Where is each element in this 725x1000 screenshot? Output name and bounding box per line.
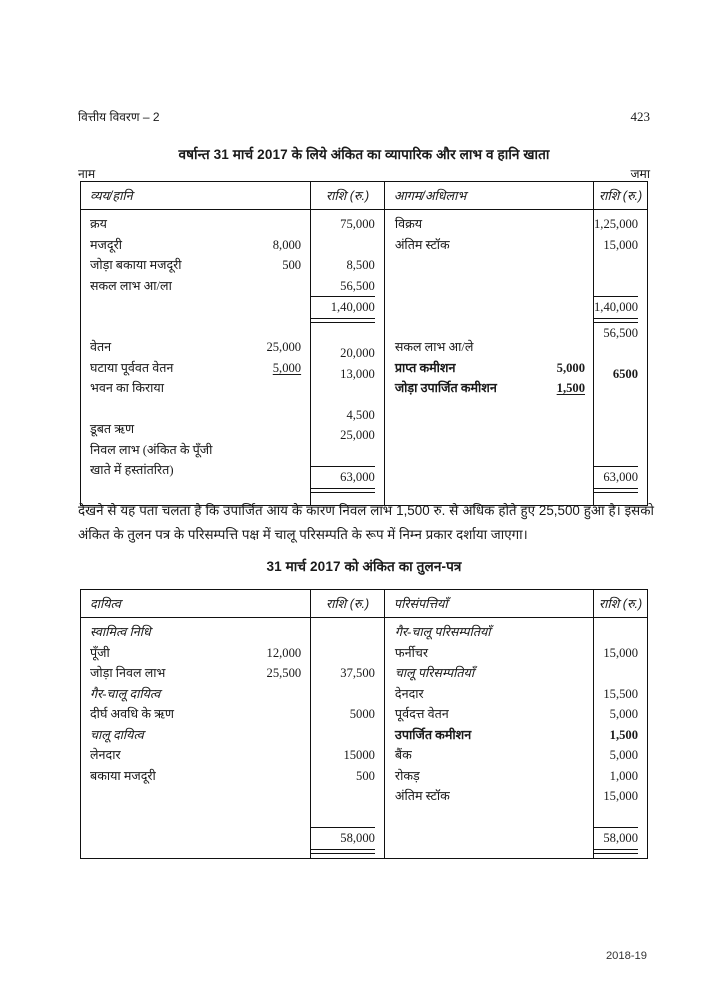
asset-inner-amount [538, 622, 585, 643]
asset-amount: 1,000 [609, 768, 638, 783]
credit-amount-cell [593, 210, 647, 505]
debit-item-amount [311, 446, 375, 467]
credit-item-amount [594, 255, 638, 276]
liability-inner-amount: 12,000 [266, 645, 302, 660]
debit-inner-amount-cell [230, 210, 310, 505]
asset-inner-amount [538, 704, 585, 725]
liability-inner-amount [230, 704, 301, 725]
asset-label: पूर्वदत्त वेतन [394, 707, 449, 721]
table-header-row [81, 182, 647, 210]
spacer [90, 827, 230, 848]
credit-item-label: विक्रय [394, 217, 423, 231]
debit-item-label: घटाया पूर्ववत वेतन [90, 360, 174, 375]
liability-label: दीर्घ अवधि के ऋण [90, 707, 174, 721]
liability-amount: 37,500 [340, 666, 375, 680]
liability-inner-amount [230, 786, 301, 807]
col-head-debit-inner [230, 182, 310, 209]
debit-item-inner [230, 214, 301, 235]
liability-label: बकाया मजदूरी [90, 768, 156, 783]
liabilities-inner-amount-cell [230, 618, 310, 858]
col-head-assets-amount: राशि (रु.) [593, 590, 647, 617]
debit-item-amount [311, 235, 375, 256]
spacer [230, 317, 301, 338]
credit-item-inner [538, 440, 585, 461]
asset-label: फर्नीचर [394, 645, 429, 660]
liability-inner-amount [230, 807, 301, 828]
debit-item-inner [230, 440, 301, 461]
trading-pl-title: वर्षान्त 31 मार्च 2017 के लिये अंकित का व्यापारिक और लाभ व हानि खाता [178, 147, 550, 162]
table-body-row [81, 618, 647, 858]
credit-item-amount [594, 425, 638, 446]
debit-item-label: खाते में हस्तांतरित) [90, 463, 174, 477]
spacer [395, 317, 538, 338]
col-head-assets-inner [538, 590, 593, 617]
debit-item-amount: 75,000 [340, 217, 375, 231]
asset-inner-amount [538, 725, 585, 746]
credit-item-amount: 6500 [612, 366, 638, 381]
credit-item-amount [594, 276, 638, 297]
running-head [78, 108, 650, 125]
credit-item-amount: 56,500 [603, 325, 638, 340]
debit-item-label: मजदूरी [90, 237, 122, 252]
asset-label: चालू परिसम्पतियाँ [394, 666, 475, 680]
chapter-label: वित्तीय विवरण – 2 [78, 110, 160, 124]
liability-label: स्वामित्व निधि [90, 625, 151, 639]
liability-label: जोड़ा निवल लाभ [90, 666, 166, 680]
assets-inner-amount-cell [538, 618, 593, 858]
debit-item-amount: 4,500 [346, 407, 375, 422]
total-double-rule [594, 849, 638, 854]
col-head-liabilities-amount: राशि (रु.) [310, 590, 384, 617]
debit-item-label: क्रय [90, 217, 107, 231]
debit-item-amount [311, 323, 375, 344]
col-head-assets: परिसंपत्तियाँ [384, 590, 538, 617]
liability-amount: 500 [356, 768, 375, 783]
table-body-row [81, 210, 647, 505]
explanatory-paragraph: देखने से यह पता चलता है कि उपार्जित आय के कारण निवल लाभ 1,500 रु. से अधिक होते हुए 25,500 हुआ है। इसको अंकित के तुलन पत्र के परिसम्पत्ति पक्ष में चालू परिसम्पति के रूप में निम्न प्रकार दर्शाया जाएगा। [78, 503, 654, 543]
asset-label: अंतिम स्टॉक [394, 789, 450, 803]
liability-amount [311, 786, 375, 807]
debit-item-inner [230, 378, 301, 399]
credit-item-amount [594, 405, 638, 426]
total-double-rule [311, 849, 375, 854]
liability-amount [311, 725, 375, 746]
liability-amount: 5000 [349, 707, 375, 721]
spacer [90, 296, 230, 317]
credit-item-amount [594, 384, 638, 405]
liabilities-particulars-cell [81, 618, 230, 858]
spacer [538, 296, 585, 317]
asset-inner-amount [538, 766, 585, 787]
liability-amount [311, 643, 375, 664]
asset-amount [594, 663, 638, 684]
credit-label: जमा [630, 167, 650, 181]
assets-amount-cell [593, 618, 647, 858]
asset-inner-amount [538, 663, 585, 684]
debit-amount-cell [310, 210, 384, 505]
liability-inner-amount [230, 684, 301, 705]
page-number: 423 [630, 109, 650, 124]
col-head-credit-inner [538, 182, 593, 209]
asset-inner-amount [538, 643, 585, 664]
col-head-credit-particulars: आगम/अधिलाभ [384, 182, 538, 209]
asset-label: देनदार [394, 686, 424, 701]
liability-amount [311, 807, 375, 828]
credit-grand-total: 63,000 [603, 470, 638, 484]
credit-item-inner [538, 337, 585, 358]
spacer [538, 481, 585, 502]
debit-item-amount [311, 384, 375, 405]
debit-item-label [90, 399, 230, 420]
debit-item-label: डूबत ऋण [90, 422, 135, 436]
asset-amount: 15,000 [603, 645, 638, 660]
credit-item-inner [538, 399, 585, 420]
credit-item-amount: 1,25,000 [594, 217, 639, 231]
asset-label [395, 807, 538, 828]
credit-item-label: सकल लाभ आ/ले [394, 340, 474, 354]
spacer [90, 317, 230, 338]
credit-item-inner [538, 276, 585, 297]
asset-amount: 15,000 [603, 789, 638, 803]
credit-item-inner [538, 255, 585, 276]
liability-amount: 15000 [343, 748, 375, 762]
credit-item-label: जोड़ा उपार्जित कमीशन [394, 381, 497, 395]
credit-item-inner: 5,000 [556, 360, 585, 375]
credit-item-amount [594, 446, 638, 467]
credit-item-amount: 15,000 [603, 237, 638, 252]
spacer [230, 827, 301, 848]
debit-item-inner: 25,000 [266, 340, 302, 354]
balance-sheet-table [80, 589, 648, 859]
spacer [230, 481, 301, 502]
liability-label: लेनदार [90, 748, 121, 762]
liability-amount [311, 684, 375, 705]
credit-item-label [395, 255, 538, 276]
credit-item-label [395, 440, 538, 461]
asset-label: गैर-चालू परिसम्पतियाँ [394, 625, 491, 639]
debit-item-label: निवल लाभ (अंकित के पूँजी [90, 442, 213, 457]
col-head-liabilities-inner [230, 590, 310, 617]
liability-label: चालू दायित्व [90, 727, 144, 742]
liability-inner-amount [230, 766, 301, 787]
credit-item-inner: 1,500 [556, 381, 585, 395]
debit-item-inner [230, 276, 301, 297]
liability-label: गैर-चालू दायित्व [90, 686, 161, 701]
asset-amount: 5,000 [609, 707, 638, 721]
debit-item-inner: 5,000 [272, 360, 302, 375]
col-head-credit-amount: राशि (रु.) [593, 182, 647, 209]
asset-inner-amount [538, 786, 585, 807]
credit-particulars-cell [384, 210, 538, 505]
credit-item-label [395, 419, 538, 440]
spacer [230, 296, 301, 317]
debit-item-label: वेतन [90, 340, 112, 354]
debit-item-inner: 500 [282, 258, 302, 272]
liability-amount [311, 622, 375, 643]
debit-item-label: सकल लाभ आ/ला [90, 278, 172, 293]
asset-amount [594, 807, 638, 828]
asset-amount: 5,000 [609, 748, 638, 762]
asset-total: 58,000 [603, 831, 638, 845]
asset-inner-amount [538, 745, 585, 766]
liability-inner-amount [230, 745, 301, 766]
asset-amount: 1,500 [609, 727, 638, 742]
balance-sheet-title: 31 मार्च 2017 को अंकित का तुलन-पत्र [266, 559, 462, 574]
liability-label [90, 786, 230, 807]
debit-item-inner [230, 419, 301, 440]
liability-inner-amount [230, 725, 301, 746]
asset-label: रोकड़ [394, 768, 420, 783]
debit-item-label: जोड़ा बकाया मजदूरी [90, 258, 182, 272]
asset-amount: 15,500 [603, 686, 638, 701]
debit-item-amount: 25,000 [340, 428, 375, 442]
debit-particulars-cell [81, 210, 230, 505]
total-double-rule [594, 488, 638, 493]
debit-item-amount: 8,500 [346, 258, 375, 272]
asset-inner-amount [538, 807, 585, 828]
col-head-debit-particulars: व्यय/हानि [90, 189, 133, 203]
credit-item-label: प्राप्त कमीशन [394, 360, 456, 375]
debit-item-inner [230, 460, 301, 481]
credit-item-label [395, 460, 538, 481]
footer-year: 2018-19 [605, 950, 647, 962]
debit-grand-total: 63,000 [340, 470, 375, 484]
liability-inner-amount: 25,500 [266, 666, 302, 680]
asset-label: उपार्जित कमीशन [394, 727, 472, 742]
credit-item-inner [538, 460, 585, 481]
credit-item-label [395, 399, 538, 420]
credit-item-amount [594, 343, 638, 364]
credit-item-label: अंतिम स्टॉक [394, 237, 450, 252]
credit-inner-amount-cell [538, 210, 593, 505]
col-head-debit-amount: राशि (रु.) [310, 182, 384, 209]
spacer [538, 827, 585, 848]
asset-amount [594, 622, 638, 643]
liability-label [90, 807, 230, 828]
debit-item-inner: 8,000 [272, 237, 302, 252]
credit-item-inner [538, 235, 585, 256]
debit-item-amount: 13,000 [340, 366, 375, 381]
credit-item-inner [538, 214, 585, 235]
asset-label: बैंक [394, 748, 412, 762]
spacer [90, 481, 230, 502]
debit-subtotal: 1,40,000 [330, 300, 375, 314]
trading-pl-table [80, 181, 648, 506]
liability-total: 58,000 [340, 831, 375, 845]
debit-label: नाम [78, 167, 96, 181]
debit-item-amount: 56,500 [340, 278, 375, 293]
credit-item-label [395, 276, 538, 297]
spacer [395, 296, 538, 317]
debit-item-label: भवन का किराया [90, 381, 164, 395]
table-header-row [81, 590, 647, 618]
asset-inner-amount [538, 684, 585, 705]
debit-item-amount: 20,000 [340, 346, 375, 360]
credit-item-inner [538, 419, 585, 440]
total-double-rule [311, 488, 375, 493]
credit-subtotal: 1,40,000 [594, 300, 639, 314]
debit-credit-labels [78, 165, 650, 182]
liabilities-amount-cell [310, 618, 384, 858]
col-head-liabilities: दायित्व [90, 597, 121, 611]
spacer [538, 317, 585, 338]
spacer [395, 481, 538, 502]
spacer [395, 827, 538, 848]
liability-inner-amount [230, 622, 301, 643]
assets-particulars-cell [384, 618, 538, 858]
liability-label: पूँजी [90, 645, 110, 660]
debit-item-inner [230, 399, 301, 420]
